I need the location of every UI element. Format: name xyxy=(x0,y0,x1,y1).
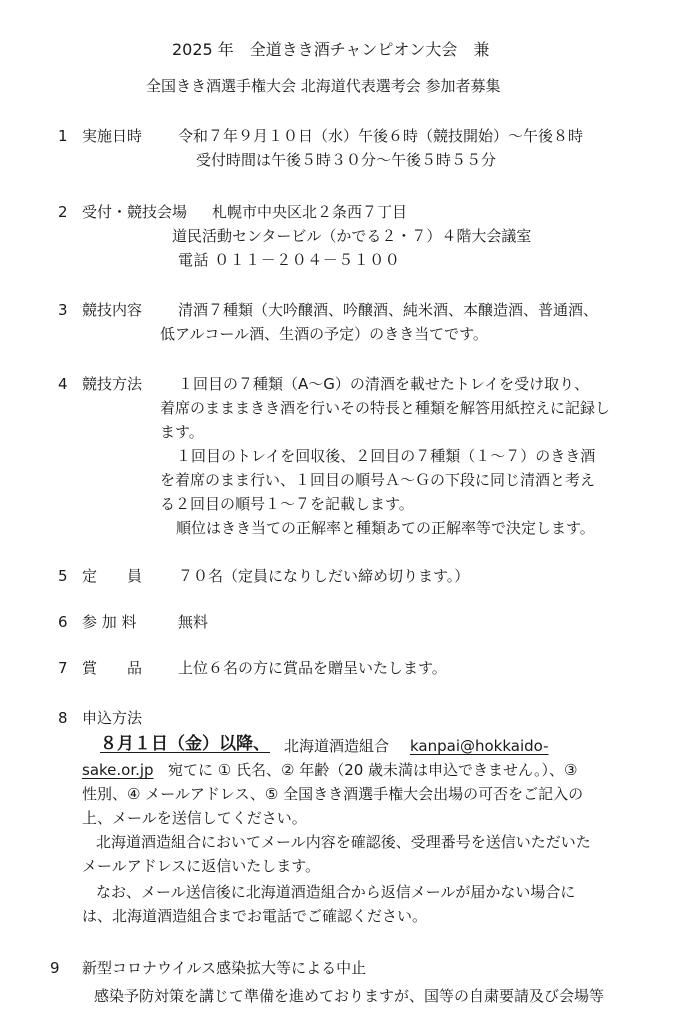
section-2-number: 2 xyxy=(58,203,68,221)
section-4-line: 順位はきき当ての正解率と種類あての正解率等で決定します。 xyxy=(176,519,595,537)
section-2-phone: 電話 ０１１－２０４－５１００ xyxy=(178,251,401,269)
section-4-number: 4 xyxy=(58,375,68,393)
section-8-line: なお、メール送信後に北海道酒造組合から返信メールが届かない場合に xyxy=(96,883,576,901)
section-6-number: 6 xyxy=(58,613,68,631)
section-9-heading: 新型コロナウイルス感染拡大等による中止 xyxy=(82,959,367,977)
section-5-line: ７０名（定員になりしだい締め切ります。） xyxy=(178,567,470,585)
section-1-line: 令和７年９月１０日（水）午後６時（競技開始）～午後８時 xyxy=(178,127,584,145)
section-8-line: は、北海道酒造組合までお電話でご確認ください。 xyxy=(82,907,428,925)
section-2-heading: 受付・競技会場 xyxy=(82,203,188,221)
section-7-heading: 賞 品 xyxy=(82,659,143,677)
section-1-line: 受付時間は午後５時３０分～午後５時５５分 xyxy=(196,151,497,169)
organizer-name: 北海道酒造組合 xyxy=(284,737,390,755)
email-link-part1[interactable]: kanpai@hokkaido- xyxy=(410,737,549,755)
section-1-heading: 実施日時 xyxy=(82,127,143,145)
section-9-line: 感染予防対策を講じて準備を進めておりますが、国等の自粛要請及び会場等 xyxy=(94,987,605,1005)
section-4-line: １回目のトレイを回収後、２回目の７種類（１～７）のきき酒 xyxy=(176,447,596,465)
email-link-part2[interactable]: sake.or.jp xyxy=(82,761,154,779)
section-4-heading: 競技方法 xyxy=(82,375,143,393)
section-7-line: 上位６名の方に賞品を贈呈いたします。 xyxy=(178,659,447,677)
section-8-line: 性別、④ メールアドレス、⑤ 全国きき酒選手権大会出場の可否をご記入の xyxy=(82,785,584,803)
section-8-line: メールアドレスに返信いたします。 xyxy=(82,857,321,875)
section-3-number: 3 xyxy=(58,301,68,319)
section-1-number: 1 xyxy=(58,127,68,145)
section-8-number: 8 xyxy=(58,709,68,727)
section-3-line: 清酒７種類（大吟醸酒、吟醸酒、純米酒、本醸造酒、普通酒、 xyxy=(178,301,599,319)
section-4-line: １回目の７種類（A～G）の清酒を載せたトレイを受け取り、 xyxy=(178,375,590,393)
section-4-line: る２回目の順号１～７を記載します。 xyxy=(160,495,414,513)
section-5-number: 5 xyxy=(58,567,68,585)
section-4-line: ます。 xyxy=(160,423,204,441)
section-3-heading: 競技内容 xyxy=(82,301,143,319)
section-4-line: 着席のまままきき酒を行いその特長と種類を解答用紙控えに記録し xyxy=(160,399,611,417)
section-3-line: 低アルコール酒、生酒の予定）のきき当てです。 xyxy=(160,325,488,343)
section-2-line: 札幌市中央区北２条西７丁目 xyxy=(212,203,408,221)
section-7-number: 7 xyxy=(58,659,68,677)
section-8-line: 上、メールを送信してください。 xyxy=(82,809,307,827)
section-8-line: 宛てに ① 氏名、② 年齢（20 歳未満は申込できません。）、③ xyxy=(168,761,578,779)
section-9-number: 9 xyxy=(50,959,60,977)
section-6-heading: 参 加 料 xyxy=(82,613,137,631)
section-5-heading: 定 員 xyxy=(82,567,143,585)
section-8-line: 北海道酒造組合においてメール内容を確認後、受理番号を送信いただいた xyxy=(96,833,591,851)
page-subtitle: 全国きき酒選手権大会 北海道代表選考会 参加者募集 xyxy=(146,77,501,95)
application-start-date: ８月１日（金）以降、 xyxy=(100,734,270,754)
section-2-line: 道民活動センタービル（かでる２・７）４階大会議室 xyxy=(172,227,532,245)
page-title: 2025 年 全道きき酒チャンピオン大会 兼 xyxy=(172,40,490,59)
section-8-heading: 申込方法 xyxy=(82,709,143,727)
section-4-line: を着席のまま行い、１回目の順号Ａ～Ｇの下段に同じ清酒と考え xyxy=(160,471,596,489)
section-6-line: 無料 xyxy=(178,613,209,631)
